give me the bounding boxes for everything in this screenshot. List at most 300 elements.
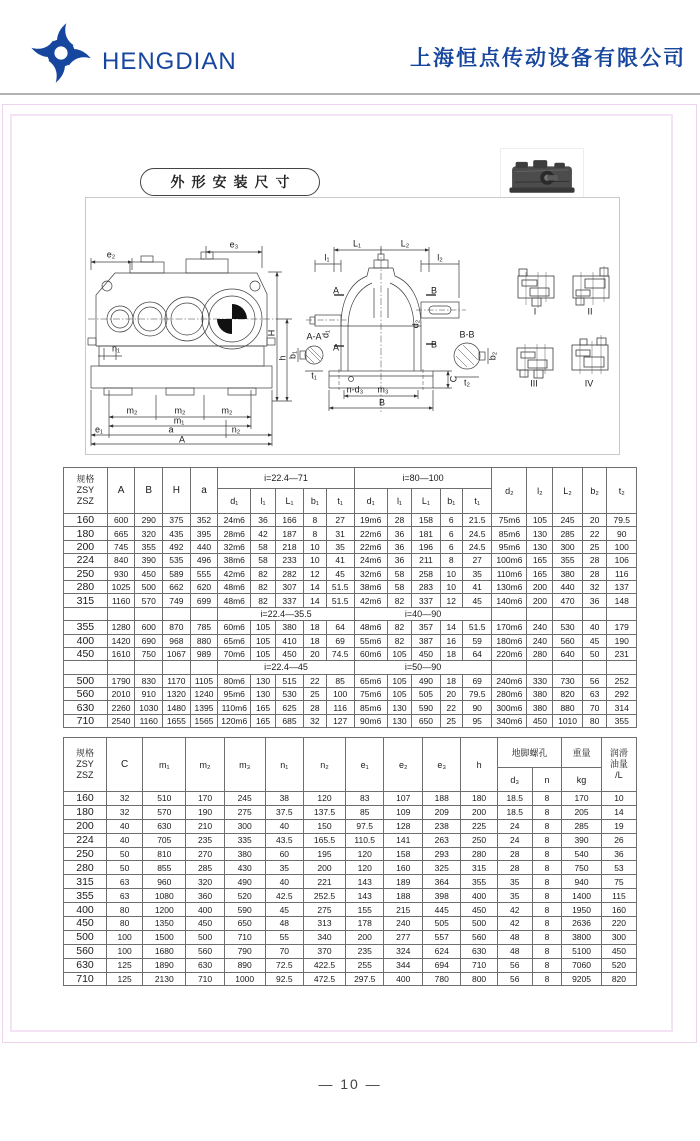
table-cell: 8 [532, 819, 561, 833]
table-cell: 27 [326, 514, 354, 527]
table-cell: 570 [143, 805, 186, 819]
table-cell: 1480 [163, 701, 191, 714]
table-cell: 12 [304, 567, 326, 580]
table-cell: 245 [224, 792, 265, 806]
oil-line-1: 润滑 [609, 747, 628, 758]
table-cell: 8 [532, 875, 561, 889]
table-cell: 165.5 [304, 833, 346, 847]
logo-wordmark: HENGDIAN [102, 48, 237, 75]
row-spec: 560 [64, 944, 107, 958]
hengdian-logo-icon [28, 20, 94, 86]
table-cell: 745 [107, 540, 135, 553]
table-cell: 35 [265, 861, 304, 875]
table-cell: 780 [422, 972, 461, 986]
table-cell [582, 607, 607, 620]
table-cell: 70 [582, 701, 607, 714]
table-row [64, 580, 637, 593]
table-cell: 82 [387, 621, 412, 634]
table-cell: 60m6 [218, 621, 251, 634]
table-cell: 51.5 [463, 621, 492, 634]
table-cell: 968 [163, 634, 191, 647]
table-cell: 1610 [107, 647, 135, 660]
table-cell: 18 [304, 621, 326, 634]
table-cell: 840 [107, 554, 135, 567]
table-cell: 178 [345, 917, 384, 931]
dim-label: IV [584, 378, 594, 389]
table-cell: 910 [135, 688, 163, 701]
table-cell: 1500 [143, 930, 186, 944]
row-spec: 630 [64, 701, 108, 714]
table-cell: 325 [422, 861, 461, 875]
table-cell: 27 [463, 554, 492, 567]
table-cell: 710 [461, 958, 497, 972]
table-cell: 70m6 [218, 647, 251, 660]
table-cell: 141 [384, 833, 423, 847]
table-cell: 357 [412, 621, 440, 634]
table-cell: 290 [135, 514, 163, 527]
row-spec: 200 [64, 540, 108, 553]
table-cell: 960 [143, 875, 186, 889]
table-cell: 870 [163, 621, 191, 634]
table-cell: 25 [304, 688, 326, 701]
table-cell: 1080 [143, 889, 186, 903]
row-spec: 224 [64, 833, 107, 847]
table-cell: 72.5 [265, 958, 304, 972]
table-row [64, 819, 637, 833]
table-cell: 14 [440, 621, 462, 634]
table-cell: 40 [265, 819, 304, 833]
table-cell: 165 [251, 701, 276, 714]
table-cell: 188 [422, 792, 461, 806]
table-cell: 200 [461, 805, 497, 819]
table-cell: 130 [251, 674, 276, 687]
table-cell: 690 [135, 634, 163, 647]
table-cell: 600 [107, 514, 135, 527]
table-cell: 435 [163, 527, 191, 540]
table-cell: 74.5 [326, 647, 354, 660]
table-cell: 1565 [190, 714, 218, 727]
table-cell: 1655 [163, 714, 191, 727]
table-cell: 220m6 [492, 647, 527, 660]
table-cell: 100 [107, 944, 143, 958]
table-cell: 285 [562, 819, 602, 833]
table-cell: 8 [304, 527, 326, 540]
table-cell: 8 [532, 847, 561, 861]
table-cell: 355 [135, 540, 163, 553]
table-cell: 36 [387, 554, 412, 567]
table-cell: 238 [422, 819, 461, 833]
ratio-subheader-row [64, 607, 637, 620]
dim-label: m₃ [377, 384, 389, 395]
table-cell: 8 [532, 958, 561, 972]
table-cell: 320 [135, 527, 163, 540]
table-cell: 280m6 [492, 688, 527, 701]
table-cell: 137 [607, 580, 637, 593]
table-cell: 165 [527, 554, 553, 567]
table-cell: 240 [527, 621, 553, 634]
table-cell: 128 [384, 819, 423, 833]
ratio-subheader: i=40—90 [354, 607, 492, 620]
table-row [64, 540, 637, 553]
table-cell: 35 [326, 540, 354, 553]
table-cell: 930 [107, 567, 135, 580]
table-cell: 785 [190, 621, 218, 634]
table-cell: 158 [384, 847, 423, 861]
table-cell: 810 [143, 847, 186, 861]
drawing-labels [86, 198, 621, 456]
table-cell: 8 [532, 792, 561, 806]
table-cell: 630 [461, 944, 497, 958]
table-cell: 18 [440, 674, 462, 687]
table-cell: 95m6 [492, 540, 527, 553]
table-cell: 233 [275, 554, 303, 567]
table-cell: 90 [463, 701, 492, 714]
table-cell: 24 [497, 819, 532, 833]
table-cell: 1160 [135, 714, 163, 727]
table-cell [107, 661, 135, 674]
dim-label: e₃ [229, 239, 239, 250]
table-row [64, 805, 637, 819]
table-cell [135, 607, 163, 620]
table-cell: 270 [186, 847, 225, 861]
table-cell: 699 [190, 594, 218, 607]
table-row [64, 647, 637, 660]
table-cell: 180m6 [492, 634, 527, 647]
table-cell: 40 [582, 621, 607, 634]
col-B: B [135, 468, 163, 514]
table-cell: 880 [190, 634, 218, 647]
table-cell: 2130 [143, 972, 186, 986]
company-name: 上海恒点传动设备有限公司 [410, 46, 686, 70]
table-cell: 6 [440, 540, 462, 553]
row-spec: 500 [64, 674, 108, 687]
oil-line-3: /L [615, 770, 623, 781]
table-cell: 58 [387, 580, 412, 593]
table-cell: 380 [275, 621, 303, 634]
table-row [64, 944, 637, 958]
table-cell: 337 [275, 594, 303, 607]
section-title: 外形安装尺寸 [140, 168, 320, 196]
row-spec: 280 [64, 861, 107, 875]
table-cell: 300m6 [492, 701, 527, 714]
table-cell: 395 [190, 527, 218, 540]
table-cell: 211 [412, 554, 440, 567]
table-cell: 105 [251, 634, 276, 647]
table-cell: 375 [163, 514, 191, 527]
table-cell: 166 [275, 514, 303, 527]
table-cell: 9205 [562, 972, 602, 986]
model-zsy: ZSY [76, 484, 95, 495]
table-row [64, 833, 637, 847]
table-cell [64, 661, 108, 674]
table-cell: 445 [422, 903, 461, 917]
table-cell: 855 [143, 861, 186, 875]
table-cell: 313 [304, 917, 346, 931]
table-cell: 107 [384, 792, 423, 806]
dim-label: b₂ [487, 351, 498, 361]
table-row [64, 875, 637, 889]
row-spec: 250 [64, 847, 107, 861]
table-cell [190, 661, 218, 674]
table-cell: 252 [607, 674, 637, 687]
col-l1b: l₁ [387, 489, 412, 514]
table-cell: 694 [422, 958, 461, 972]
table-cell: 1280 [107, 621, 135, 634]
row-spec: 180 [64, 805, 107, 819]
table-cell: 24m6 [354, 554, 387, 567]
table-cell: 85m6 [354, 701, 387, 714]
table-cell: 82 [387, 634, 412, 647]
table-cell: 989 [190, 647, 218, 660]
table-cell: 170 [186, 792, 225, 806]
dim-label: A [178, 434, 186, 445]
table-cell: 2010 [107, 688, 135, 701]
table-cell: 80 [107, 903, 143, 917]
table-cell: 624 [422, 944, 461, 958]
table-cell: 48 [497, 944, 532, 958]
table-cell: 285 [553, 527, 582, 540]
table-cell: 496 [190, 554, 218, 567]
table-cell: 41 [463, 580, 492, 593]
table-cell: 189 [384, 875, 423, 889]
table-cell: 40 [107, 833, 143, 847]
table-cell: 79.5 [607, 514, 637, 527]
table-cell: 14 [304, 594, 326, 607]
table-row [64, 930, 637, 944]
table-cell: 685 [275, 714, 303, 727]
table-cell: 187 [275, 527, 303, 540]
table-cell: 35 [497, 889, 532, 903]
dim-label: B [430, 285, 438, 296]
dim-label: e₂ [106, 249, 116, 260]
table-cell: 1170 [163, 674, 191, 687]
table-cell: 330 [527, 674, 553, 687]
table-row [64, 674, 637, 687]
table-cell: 25 [582, 540, 607, 553]
table-cell: 440 [190, 540, 218, 553]
table-cell: 55 [265, 930, 304, 944]
table-cell: 560 [186, 944, 225, 958]
table-cell: 28m6 [218, 527, 251, 540]
table-cell: 625 [275, 701, 303, 714]
dim-label: n₁ [111, 343, 121, 354]
drawing-area [85, 197, 620, 455]
spec-label: 规格 [76, 747, 95, 758]
table-cell: 130 [527, 527, 553, 540]
table-cell: 16 [440, 634, 462, 647]
table-row [64, 701, 637, 714]
anchor-bolt-group: 地脚螺孔 [497, 738, 562, 768]
table-cell: 8 [532, 972, 561, 986]
table-cell: 665 [107, 527, 135, 540]
table-cell: 20 [304, 647, 326, 660]
row-spec: 355 [64, 889, 107, 903]
row-spec: 710 [64, 972, 107, 986]
table-cell: 82 [251, 594, 276, 607]
col-e3: e₃ [422, 738, 461, 792]
table-cell: 105 [387, 674, 412, 687]
table-cell: 97.5 [345, 819, 384, 833]
table-cell: 109 [384, 805, 423, 819]
table-cell: 650 [412, 714, 440, 727]
dim-label: A-A [306, 331, 322, 342]
table-cell [190, 607, 218, 620]
table-cell: 105 [387, 647, 412, 660]
table-cell: 335 [224, 833, 265, 847]
table-cell: 45 [463, 594, 492, 607]
table-cell: 22 [304, 674, 326, 687]
table-cell: 40 [107, 819, 143, 833]
table-cell: 820 [553, 688, 582, 701]
col-b2: b₂ [582, 468, 607, 514]
table-cell: 43.5 [265, 833, 304, 847]
ratio-subheader: i=22.4—35.5 [218, 607, 354, 620]
table-row [64, 861, 637, 875]
table-cell: 120m6 [218, 714, 251, 727]
row-spec: 450 [64, 917, 107, 931]
table-cell: 36 [582, 594, 607, 607]
table-cell: 535 [163, 554, 191, 567]
table-cell: 320 [186, 875, 225, 889]
table-cell: 380 [224, 847, 265, 861]
table-cell: 8 [532, 917, 561, 931]
table-cell: 1680 [143, 944, 186, 958]
dim-label: L₁ [352, 238, 362, 249]
table-cell: 56 [497, 958, 532, 972]
table-cell: 364 [422, 875, 461, 889]
table-cell: 221 [304, 875, 346, 889]
table-cell: 28 [304, 701, 326, 714]
table-cell: 8 [440, 554, 462, 567]
table-cell: 2260 [107, 701, 135, 714]
table-row [64, 889, 637, 903]
table-cell: 440 [553, 580, 582, 593]
table-cell: 344 [384, 958, 423, 972]
table-cell [607, 661, 637, 674]
col-n1: n₁ [265, 738, 304, 792]
table-cell: 500 [135, 580, 163, 593]
table-cell [582, 661, 607, 674]
table-cell: 275 [224, 805, 265, 819]
table-cell: 520 [224, 889, 265, 903]
table-cell: 277 [384, 930, 423, 944]
table-cell: 6 [440, 514, 462, 527]
table-cell: 600 [135, 621, 163, 634]
table-cell: 297.5 [345, 972, 384, 986]
table-cell: 490 [224, 875, 265, 889]
dim-label: m₁ [173, 415, 185, 426]
table-cell: 555 [190, 567, 218, 580]
table-cell: 83 [345, 792, 384, 806]
table-row [64, 714, 637, 727]
col-l2: l₂ [527, 468, 553, 514]
table-cell: 450 [275, 647, 303, 660]
dim-label: H [266, 329, 277, 337]
table-cell: 188 [384, 889, 423, 903]
table-cell: 80m6 [218, 674, 251, 687]
table-cell: 116 [326, 701, 354, 714]
dim-label: t₁ [311, 370, 317, 381]
table-cell: 28 [497, 847, 532, 861]
table-cell: 387 [412, 634, 440, 647]
table-cell [527, 607, 553, 620]
table-cell: 450 [461, 903, 497, 917]
table-cell: 95m6 [218, 688, 251, 701]
table-cell: 8 [532, 903, 561, 917]
table-cell: 64 [326, 621, 354, 634]
table-cell: 56 [497, 972, 532, 986]
table-cell: 26 [601, 833, 636, 847]
table-cell: 41 [326, 554, 354, 567]
table-cell [163, 607, 191, 620]
table-cell: 324 [384, 944, 423, 958]
table-cell: 10 [440, 580, 462, 593]
table-cell: 85m6 [492, 527, 527, 540]
table-cell: 800 [461, 972, 497, 986]
table-cell: 116 [607, 567, 637, 580]
table-cell: 2636 [562, 917, 602, 931]
table-row [64, 634, 637, 647]
table-cell: 180 [461, 792, 497, 806]
row-spec: 400 [64, 634, 108, 647]
table-cell: 181 [412, 527, 440, 540]
table-cell: 505 [412, 688, 440, 701]
table-cell: 315 [461, 861, 497, 875]
table-cell: 130m6 [492, 580, 527, 593]
table-cell: 32m6 [354, 567, 387, 580]
row-spec: 160 [64, 792, 107, 806]
table-cell: 1000 [224, 972, 265, 986]
dim-label: I [533, 306, 537, 317]
table-cell: 25 [440, 714, 462, 727]
table-cell: 235 [186, 833, 225, 847]
table-cell: 130 [387, 701, 412, 714]
table-cell: 105 [527, 514, 553, 527]
col-d1b: d₁ [354, 489, 387, 514]
table-cell: 56 [582, 674, 607, 687]
table-cell: 1030 [135, 701, 163, 714]
table-cell: 283 [412, 580, 440, 593]
col-C: C [107, 738, 143, 792]
col-n: n [532, 768, 561, 792]
dim-label: t₂ [464, 377, 470, 388]
dim-label: B-B [459, 329, 475, 340]
col-h: h [461, 738, 497, 792]
col-l1: l₁ [251, 489, 276, 514]
table-cell: 10 [440, 567, 462, 580]
table-cell: 355 [461, 875, 497, 889]
dim-label: II [587, 306, 593, 317]
table-row [64, 917, 637, 931]
table-cell: 275 [304, 903, 346, 917]
table-cell: 63 [107, 875, 143, 889]
row-spec: 400 [64, 903, 107, 917]
weight-group: 重量 [562, 738, 602, 768]
table-cell: 630 [143, 819, 186, 833]
table-cell: 940 [562, 875, 602, 889]
table-cell: 53 [601, 861, 636, 875]
table-cell: 106 [607, 554, 637, 567]
table-cell: 515 [275, 674, 303, 687]
table-cell: 36 [251, 514, 276, 527]
col-H: H [163, 468, 191, 514]
table-cell: 8 [532, 805, 561, 819]
table-cell: 65m6 [354, 674, 387, 687]
table-cell: 127 [326, 714, 354, 727]
table-cell: 38 [265, 792, 304, 806]
table-cell: 258 [412, 567, 440, 580]
table-cell: 492 [163, 540, 191, 553]
